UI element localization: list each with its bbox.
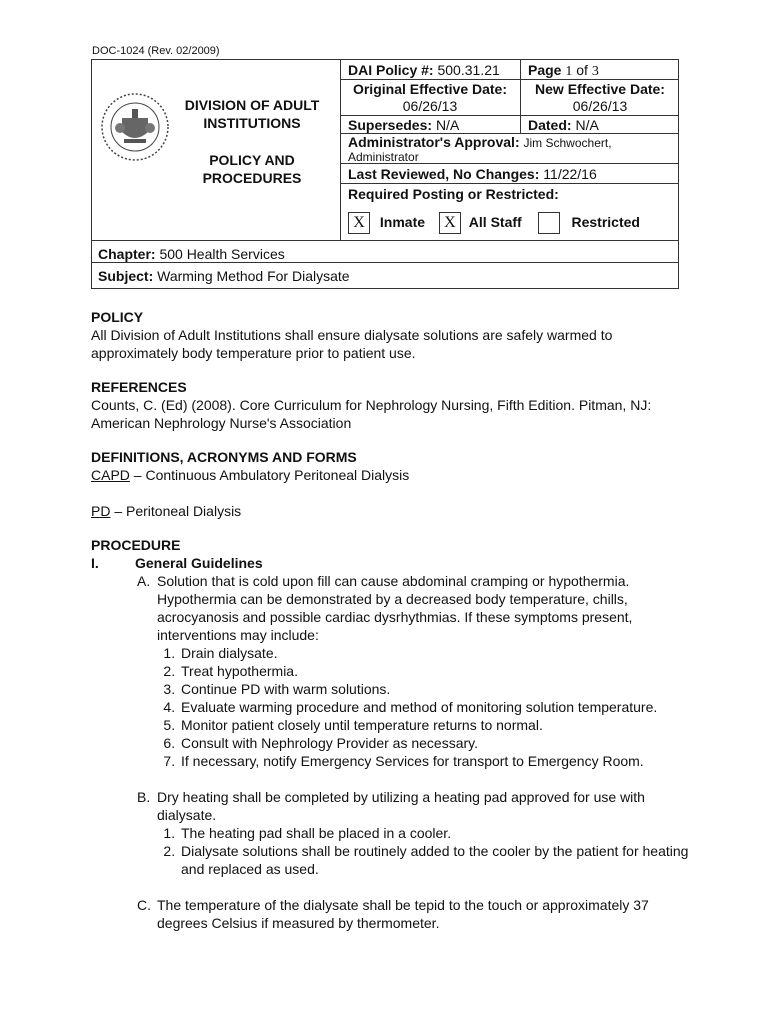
policy-number: 500.31.21: [437, 62, 500, 78]
list-item: 6. Consult with Nephrology Provider as necessary.: [179, 734, 691, 752]
policy-heading: POLICY: [91, 309, 144, 325]
policy-header-table: [91, 59, 679, 289]
list-item: 2. Dialysate solutions shall be routinely added to the cooler by the patient for heating and replaced as used.: [179, 842, 691, 878]
inmate-checkbox-label: Inmate: [379, 213, 426, 230]
list-item: 5. Monitor patient closely until temperature returns to normal.: [179, 716, 691, 734]
posting-options: [348, 212, 679, 234]
definition-item: [91, 502, 691, 520]
definition-text: – Peritoneal Dialysis: [110, 503, 242, 519]
chapter-line: [98, 246, 285, 262]
page-total: 3: [591, 64, 599, 79]
new-effective-label: New Effective Date:: [535, 81, 665, 97]
guideline-c-label: C.: [137, 897, 151, 913]
page-current: 1: [565, 64, 573, 79]
guideline-b: [91, 788, 691, 878]
subject-label: Subject:: [98, 268, 154, 284]
administrator-name: Jim Schwochert,: [523, 136, 612, 150]
section-title: General Guidelines: [135, 555, 263, 571]
guideline-b-text: Dry heating shall be completed by utilizing a heating pad approved for use with dialysate.: [157, 789, 645, 823]
guideline-b-steps: [157, 824, 691, 878]
chapter-value: 500 Health Services: [159, 246, 285, 262]
definitions-heading: DEFINITIONS, ACRONYMS AND FORMS: [91, 449, 357, 465]
guideline-a: [91, 572, 691, 770]
chapter-label: Chapter:: [98, 246, 156, 262]
subject-value: Warming Method For Dialysate: [157, 268, 350, 284]
list-item: 4. Evaluate warming procedure and method of monitoring solution temperature.: [179, 698, 691, 716]
references-text: Counts, C. (Ed) (2008). Core Curriculum for Nephrology Nursing, Fifth Edition. Pitman, NJ: American Nephrology Nurse's Association: [91, 397, 652, 431]
procedure-heading: PROCEDURE: [91, 537, 181, 553]
list-item: 3. Continue PD with warm solutions.: [179, 680, 691, 698]
division-title: DIVISION OF ADULT INSTITUTIONS: [184, 97, 320, 131]
dated-value: N/A: [575, 117, 599, 133]
new-effective-date: 06/26/13: [572, 98, 628, 114]
restricted-checkbox[interactable]: [538, 212, 560, 234]
wisconsin-seal-icon: [100, 92, 170, 162]
inmate-checkbox[interactable]: X: [348, 212, 370, 234]
supersedes-value: N/A: [435, 117, 460, 133]
definition-text: – Continuous Ambulatory Peritoneal Dialysis: [129, 467, 410, 483]
guideline-a-steps: [157, 644, 691, 770]
required-posting-label: Required Posting or Restricted:: [348, 186, 559, 202]
references-heading: REFERENCES: [91, 379, 187, 395]
policy-text: All Division of Adult Institutions shall ensure dialysate solutions are safely warmed to approximately body temperature prior to patient use.: [91, 327, 613, 361]
original-effective-date: 06/26/13: [402, 98, 458, 114]
definition-term: PD: [91, 503, 111, 519]
guideline-c: [91, 896, 691, 932]
policy-number-label: DAI Policy #:: [348, 62, 434, 78]
guideline-c-text: The temperature of the dialysate shall be tepid to the touch or approximately 37 degrees Celsius if measured by thermometer.: [157, 897, 649, 931]
administrator-approval-label: Administrator's Approval:: [348, 134, 520, 150]
policy-body: [91, 308, 691, 932]
list-item: 2. Treat hypothermia.: [179, 662, 691, 680]
list-item: 7. If necessary, notify Emergency Services for transport to Emergency Room.: [179, 752, 691, 770]
all-staff-checkbox[interactable]: X: [439, 212, 461, 234]
supersedes-label: Supersedes:: [348, 117, 433, 133]
last-reviewed-label: Last Reviewed, No Changes:: [348, 166, 540, 182]
page-label: Page: [528, 62, 562, 78]
administrator-title: Administrator: [348, 150, 419, 164]
page-of: of: [576, 62, 588, 78]
definition-term: CAPD: [91, 467, 130, 483]
subject-line: [98, 268, 350, 284]
document-number: DOC-1024 (Rev. 02/2009): [92, 45, 220, 57]
original-effective-label: Original Effective Date:: [352, 81, 508, 97]
definition-item: [91, 466, 691, 484]
last-reviewed-date: 11/22/16: [543, 166, 597, 182]
guideline-a-text: Solution that is cold upon fill can cause abdominal cramping or hypothermia. Hypothermia can be demonstrated by a decreased body temperature, chills, acrocyanosis and possible cardiac dysrhythmias. If these symptoms present, interventions may include:: [157, 573, 633, 643]
dated-label: Dated:: [528, 117, 572, 133]
section-number: I.: [91, 555, 99, 571]
list-item: 1. The heating pad shall be placed in a cooler.: [179, 824, 691, 842]
guideline-b-label: B.: [137, 789, 151, 805]
guideline-a-label: A.: [137, 573, 151, 589]
policy-procedures-title: POLICY AND PROCEDURES: [202, 152, 302, 186]
list-item: 1. Drain dialysate.: [179, 644, 691, 662]
all-staff-checkbox-label: All Staff: [468, 213, 522, 230]
procedure-section: [91, 554, 691, 572]
restricted-checkbox-label: Restricted: [571, 213, 640, 230]
